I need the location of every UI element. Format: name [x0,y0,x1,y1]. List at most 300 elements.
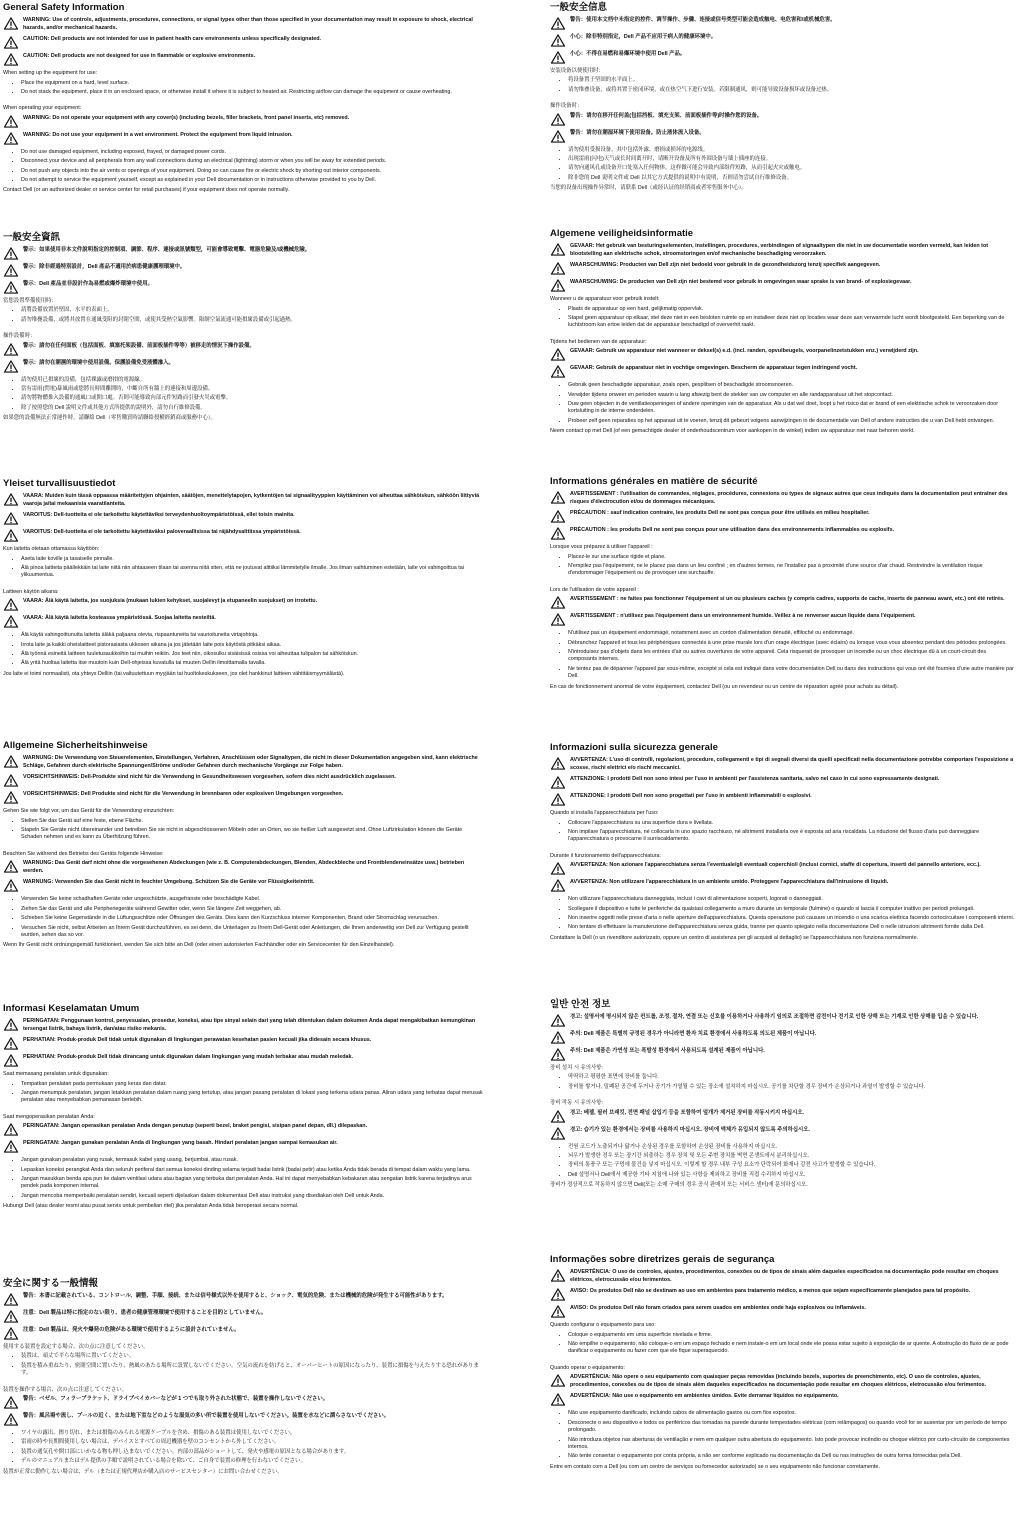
contact-note: 如果您的設備無法正常運作時，請聯絡 Dell（零售購買時請聯絡授權經銷商或服務中心）。 [3,415,216,422]
warning-triangle-icon [3,1413,19,1426]
list-item: • Plaats de apparatuur op een hard, gelijkmatig oppervlak. [568,306,1016,313]
warning-notice [550,757,1016,772]
warning-triangle-icon [550,34,566,47]
list-item: • 请勿堆叠设备，或将其置于密闭环境，或在热空气下进行安装。若限制通风，则可能导致设备损坏或设备过热。 [568,87,1016,94]
warning-triangle-icon [550,1048,566,1061]
warning-notice [3,598,483,611]
operate-list [3,632,483,668]
section-it [550,742,1016,999]
contact-note: 装置が正常に動作しない場合は、デル（または正規代理店か購入店のサービスセンター）にお問い合わせください。 [3,1468,283,1475]
operate-intro: Beachten Sie während des Betriebs des Geräts folgende Hinweise: [3,850,164,857]
warning-notice [3,1123,483,1136]
list-item: • 装置は、頑丈で平らな場所に置いてください。 [21,1353,483,1360]
operate-intro: When operating your equipment: [3,105,82,112]
warning-text: 警告：風呂場や流し、プールの近く、または地下室などのような湿気の多い所で装置を使用しないでください。装置を水などに濡らさないでください。 [23,1413,390,1420]
list-item: • Jangan mencoba memperbaiki peralatan sendiri, kecuali seperti dijelaskan dalam dokumentasi Dell atau instruksi yang disediakan oleh Dell untuk Anda. [21,1193,483,1200]
warning-triangle-icon [550,879,566,892]
warning-notice [550,1374,1016,1389]
warning-notice [550,1393,1016,1406]
warning-text: PRÉCAUTION : les produits Dell ne sont pas conçus pour une utilisation dans des environnements inflammables ou explosifs. [570,527,895,534]
list-item: • Ziehen Sie das Gerät und alle Peripheriegeräte während Gewitter oder, wenn Sie längere Zeit weggehen, ab. [21,906,483,913]
warning-triangle-icon [550,757,566,770]
warning-text: PRÉCAUTION : sauf indication contraire, les produits Dell ne sont pas conçus pour être utilisés en milieu hospitalier. [570,510,870,517]
warning-triangle-icon [3,1293,19,1306]
list-item: • Jangan masukkan benda apa pun ke dalam ventilasi udara atau bagian yang terbuka dari peralatan Anda. Hal ini dapat menyebabkan kebakaran atau sengatan listrik karena terjadinya arus pendek pada komponen internal. [21,1176,483,1191]
warning-text: WARNUNG: Die Verwendung von Steuerelementen, Einstellungen, Verfahren, Anschlüssen oder Signaltypen, die nicht in dieser Dokumentation angegeben sind, kann elektrische Schläge, Gefahren durch elektrische Spannungen/Ströme und/oder Gefahren durch mechanische Vorgänge zur Folge haben. [23,755,478,769]
operate-list [550,630,1016,680]
setup-intro: Quando configurar o equipamento para uso: [550,1322,656,1329]
warning-notice [3,36,483,49]
warning-notice [550,1269,1016,1284]
setup-list [550,306,1016,330]
warning-text: WAARSCHUWING: De producten van Dell zijn niet bestemd voor gebruik in omgevingen waar sprake is van brand- of explosiegevaar. [570,279,912,286]
warning-triangle-icon [3,53,19,66]
list-item: • Coloque o equipamento em uma superfície nivelada e firme. [568,1332,1016,1339]
warning-text: AVVERTENZA: L'uso di controlli, regolazioni, procedure, collegamenti e tipi di segnali diversi da quelli specificati nella documentazione potrebbe comportare l'esposizione a scosse, rischi elettrici e/o rischi meccanici. [570,757,1014,771]
list-item: • 請勿將物體推入設備的通風口或開口處。否則可能導致內部元件短路而引發火災或電擊。 [21,395,483,402]
list-item: • Älä yritä huoltaa laitetta itse muutoin kuin Dell-ohjeissa kuvatulla tai muuten Dellin ilmoittamalla tavalla. [21,660,483,667]
warning-notice [3,615,483,628]
setup-list [3,307,483,324]
list-item: • Duw geen objecten in de ventilatieopeningen of andere openingen van de apparatuur. Als u dat wel doet, loopt u het risico dat er brand of een elektrische schok te veroorzaken door kortsluiting in de interne onderdelen. [568,401,1016,416]
list-item: • Älä käytä vahingoittunutta laitetta äläkä paljaana olevia, rispaantuneita tai vaurioituneita virtajohtoja. [21,632,483,639]
warning-notice [3,1396,483,1409]
warning-notice [550,365,1016,378]
warning-notice [3,1140,483,1153]
list-item: • Älä pinoa laitteita päällekkäin tai laite niitä niin ahtaaseen tilaan tai asenna niitä siten, että ne joutuvat alttiiksi lämmitetylle ilmalle. Jos ilman vaihtuminen estetään, laite voi vahingoittua tai ylikuumentua. [21,565,483,580]
list-item: • Stapel geen apparatuur op elkaar, stel deze niet in een besloten ruimte op en installeer deze niet op locaties waar deze aan verwarmde lucht wordt blootgesteld. Een beperking van de luchtstroom kan ertoe leiden dat de apparatuur beschadigd of oververhit raakt. [568,315,1016,330]
warning-notice [3,1327,483,1340]
warning-triangle-icon [550,51,566,64]
warning-notice [550,348,1016,361]
warning-text: GEVAAR: Het gebruik van besturingselementen, instellingen, procedures, verbindingen of signaaltypen die niet in uw documentatie worden vermeld, kan leiden tot blootstelling aan elektrische schok, stroomstoringen en/of mechanische beschadiging veroorzaken. [570,243,989,257]
warning-triangle-icon [3,132,19,145]
list-item: • Non inserire oggetti nelle prese d'aria o nelle aperture dell'apparecchiatura. Questa operazione può causare un incendio o una scarica elettrica facendo cortocircuitare i componenti interni. [568,915,1016,922]
warning-notice [3,1018,483,1033]
list-item: • 将设备置于坚固的水平面上。 [568,77,1016,84]
setup-list [3,556,483,580]
warning-notice [550,793,1016,806]
list-item: • Do not stack the equipment, place it in an enclosed space, or otherwise install it where it is subject to heated air. Restricting airflow can damage the equipment or cause overheating. [21,89,483,96]
warning-triangle-icon [3,1140,19,1153]
list-item: • Verwijder tijdens onweer en perioden waarin u lang afwezig bent de stekker van uw computer en alle randapparatuur uit het stopcontact. [568,392,1016,399]
list-item: • 장비의 통풍구 또는 구멍에 물건을 넣지 마십시오. 이렇게 할 경우 내부 구성 요소가 단락되어 화재나 감전 사고가 발생할 수 있습니다. [568,1162,1016,1169]
warning-text: 注意：Dell 製品は、発火や爆発の危険がある環境で使用するように設計されていません。 [23,1327,240,1333]
warning-triangle-icon [550,262,566,275]
warning-notice [3,755,483,770]
setup-intro: 當您設置準備使用時： [3,298,57,304]
warning-notice [550,34,1016,47]
warning-triangle-icon [3,1054,19,1067]
warning-text: VAROITUS: Dell-tuotteita ei ole tarkoitettu käytettäviksi terveydenhuoltoympäristöissä, ellei toisin mainita. [23,512,295,519]
list-item: • デルのマニュアルまたはデル提供の手順で説明されている場合を除いて、ご自身で装置の修理を行わないでください。 [21,1458,483,1465]
setup-list [550,1332,1016,1356]
warning-notice [550,279,1016,292]
warning-text: 警示：請勿在任何面板（包括面板、填塞托架設備、前面板插件等等）被移走的情況下操作設備。 [23,342,255,349]
warning-triangle-icon [550,365,566,378]
warning-triangle-icon [550,1031,566,1044]
warning-triangle-icon [3,791,19,804]
warning-triangle-icon [3,281,19,294]
warning-notice [550,776,1016,789]
operate-list [550,896,1016,932]
warning-text: 小心：不得在易燃和易爆环境中使用 Dell 产品。 [570,51,686,57]
warning-notice [3,132,483,145]
contact-note: Entre em contato com a Dell (ou com um centro de serviços ou fornecedor autorizado) se o seu equipamento não funcionar corretamente. [550,1463,880,1470]
warning-notice [3,879,483,892]
list-item: • 装置を積み重ねたり、密閉空間に置いたり、熱風のあたる場所に設置しないでください。空気の流れを妨げると、オーバーヒートの原因になったり、装置に損傷を与えたりする恐れがあります。 [21,1363,483,1378]
warning-notice [550,51,1016,64]
warning-triangle-icon [3,343,19,356]
warning-triangle-icon [550,1269,566,1282]
warning-triangle-icon [550,1110,566,1123]
warning-notice [550,243,1016,258]
warning-text: WAARSCHUWING: Producten van Dell zijn niet bedoeld voor gebruik in de gezondheidszorg tenzij specifiek aangegeven. [570,262,881,269]
warning-text: GEVAAR: Gebruik uw apparatuur niet wanneer er deksel(s) e.d. (incl. randen, opvulbeugels, voorpanelinzetstukken enz.) verwijderd zijn. [570,348,919,355]
list-item: • Älä työnnä esineitä laitteen tuuletusaukkoihin tai muihin reikiin. Jos teet niin, oikosulku sisäisissä osissa voi aiheuttaa tulipalon tai sähköiskun. [21,651,483,658]
warning-triangle-icon [550,596,566,609]
list-item: • Scollegare il dispositivo e tutte le periferiche da qualsiasi collegamento a muro durante un temporale (fulmine) o quando si lascia il computer inattivo per periodi prolungati. [568,906,1016,913]
operate-intro: Saat mengoperasikan peralatan Anda: [3,1113,95,1120]
warning-text: AVERTISSEMENT : l'utilisation de commandes, réglages, procédures, connexions ou types de signaux autres que ceux indiqués dans la documentation peut entraîner des risques d'électrocution et/ou de dommages mécaniques. [570,491,1008,505]
operate-intro: 操作設備時： [3,333,36,340]
warning-text: 주의: Dell 제품은 특별히 규정된 경우가 아니라면 환자 치료 환경에서 사용하도록 의도된 제품이 아닙니다. [570,1031,817,1037]
setup-intro: 使用する装置を設定する場合、次の点に注意してください。 [3,1344,149,1350]
warning-text: 警告：本書に記載されている、コントロール、調整、手順、接続、または信号様式以外を使用すると、ショック、電気的危険、または機械的危険が発生する可能性があります。 [23,1293,448,1299]
list-item: • Jangan gunakan peralatan yang rusak, termasuk kabel yang usang, berjumbai, atau rusak. [21,1157,483,1164]
section-title: Informasi Keselamatan Umum [3,1003,140,1014]
warning-text: PERINGATAN: Penggunaan kontrol, penyesuaian, prosedur, koneksi, atau tipe sinyal selain dari yang telah ditentukan dalam dokumen Anda dapat mengakibatkan kemungkinan tersengat listrik, bahaya listrik, dan/atau risiko mekanis. [23,1018,476,1032]
section-title: Allgemeine Sicherheitshinweise [3,740,148,751]
warning-triangle-icon [3,1310,19,1323]
list-item: • N'utilisez pas un équipement endommagé, notamment avec un cordon d'alimentation dénudé, effiloché ou endommagé. [568,630,1016,637]
operate-list [550,1144,1016,1180]
list-item: • Placez-le sur une surface rigide et plane. [568,554,1016,561]
warning-triangle-icon [3,247,19,260]
section-en [3,2,483,232]
warning-notice [3,1037,483,1050]
warning-notice [3,1310,483,1323]
setup-list [550,554,1016,578]
warning-text: PERHATIAN: Produk-produk Dell tidak untuk digunakan di lingkungan perawatan kesehatan pasien kecuali jika didesain secara khusus. [23,1037,372,1044]
contact-note: Contattare la Dell (o un rivenditore autorizzato, oppure un centro di assistenza per gli acquisti al dettaglio) se l'apparecchiatura non funziona normalmente. [550,934,919,941]
warning-text: WARNING: Do not use your equipment in a wet environment. Protect the equipment from liquid intrusion. [23,131,293,138]
section-title: 일반 안전 정보 [550,999,611,1010]
warning-notice [550,1031,1016,1044]
warning-text: 警告：ベゼル、フィラーブラケット、ドライブベイカバーなどが 1 つでも取り外された状態で、装置を操作しないでください。 [23,1396,329,1403]
warning-notice [550,1288,1016,1301]
operate-list [550,147,1016,183]
setup-list [3,80,483,97]
list-item: • 請勿使用已損壞的設備，包括裸露或磨損的電源線。 [21,377,483,384]
list-item: • Non impilare l'apparecchiatura, né collocarla in uno spazio racchiuso, né altrimenti installarla ove è esposta ad aria riscaldata. La riduzione del flusso d'aria può danneggiare l'apparecchiatura o provocarne il surriscaldamento. [568,829,1016,844]
warning-text: ATTENZIONE: I prodotti Dell non sono intesi per l'uso in ambienti per l'assistenza sanitaria, salvo nel caso in cui sono espressamente designati. [570,776,940,783]
warning-text: AVVERTENZA: Non utilizzare l'apparecchiatura in un ambiente umido. Proteggere l'apparecchiatura dall'intrusione di liquidi. [570,879,889,886]
list-item: • 装置の通気孔や開口部にいかなる物も押し込まないでください。内部の部品がショートして、発火や感電の原因となる場合があります。 [21,1449,483,1456]
list-item: • Ne tentez pas de dépanner l'appareil par vous-même, excepté si cela est indiqué dans votre documentation Dell ou dans des instructions qui vous ont été fournies d'une autre manière par Dell. [568,666,1016,681]
contact-note: Neem contact op met Dell (of een gemachtigde dealer of onderhoudscentrum voor aankopen in de winkel) indien uw apparatuur niet naar behoren werkt. [550,428,915,435]
list-item: • Não use equipamento danificado, incluindo cabos de alimentação gastos ou com fios expostos. [568,1410,1016,1417]
warning-notice [3,1293,483,1306]
warning-triangle-icon [3,879,19,892]
list-item: • 除了按照您的 Dell 說明文件或其他方式所提供的說明外，請勿自行維修設備。 [21,405,483,412]
section-ja [3,1278,483,1514]
contact-note: Wenn Ihr Gerät nicht ordnungsgemäß funktioniert, wenden Sie sich bitte an Dell (oder einen autorisierten Fachhändler oder ein Servicecenter für den Einzelhandel). [3,942,395,949]
warning-text: AVISO: Os produtos Dell não se destinam ao uso em ambientes para tratamento médico, a menos que sejam especificamente planejados para tal propósito. [570,1288,971,1295]
warning-text: ADVERTÊNCIA: Não opere o seu equipamento com quaisquer peças removidas (incluindo bezels, suportes de preenchimento, etc). O uso de controles, ajustes, procedimentos, conexões ou de tipos de sinais além daqueles especificados na documentação pode resultar em choques elétricos, eletrocussão e/ou ferimentos. [570,1374,987,1388]
section-pt [550,1254,1016,1516]
list-item: • 除非您的 Dell 说明文件或 Dell 以其它方式提供的说明中有说明，否则请勿尝试自行维修设备。 [568,175,1016,182]
contact-note: Hubungi Dell (atau dealer resmi atau pusat servis untuk pembelian ritel) jika peralatan Anda tidak beroperasi secara normal. [3,1203,299,1210]
warning-text: WARNUNG: Verwenden Sie das Gerät nicht in feuchter Umgebung. Schützen Sie die Geräte vor Flüssigkeiteintritt. [23,879,315,886]
warning-triangle-icon [3,860,19,873]
operate-list [3,1430,483,1466]
warning-notice [550,596,1016,609]
setup-intro: Quando si installa l'apparecchiatura per l'uso: [550,810,659,817]
warning-text: 小心：除非特别指定，Dell 产品不应用于病人的健康环境中。 [570,34,717,40]
warning-notice [550,113,1016,126]
warning-notice [3,115,483,128]
list-item: • 뇌우가 발생한 경우 또는 장기간 외출하는 경우 장치 및 모든 주변 장치를 벽면 콘센트에서 분리하십시오. [568,1153,1016,1160]
warning-notice [3,1413,483,1426]
list-item: • Não tente consertar o equipamento por conta própria, a não ser conforme explicado na documentação da Dell ou nas instruções de outra forma fornecidas pela Dell. [568,1453,1016,1460]
list-item: • 장비를 쌓거나, 밀폐된 공간에 두거나 공기가 가열될 수 있는 장소에 설치하지 마십시오. 공기를 차단할 경우 장비가 손상되거나 과열이 발생할 수 있습니다. [568,1084,1016,1091]
section-id [3,1003,483,1278]
warning-notice [3,774,483,787]
warning-text: CAUTION: Dell products are not designed for use in flammable or explosive environments. [23,53,256,60]
list-item: • 请勿向通风孔或设备开口处塞入任何物体。这样做可能会导致内部组件短路，从而引起火灾或触电。 [568,165,1016,172]
warning-notice [3,247,483,260]
list-item: • Aseta laite koville ja tasaiselle pinnalle. [21,556,483,563]
section-title: Algemene veiligheidsinformatie [550,228,694,239]
warning-notice [550,1048,1016,1061]
warning-notice [550,491,1016,506]
list-item: • 전원 코드가 노출되거나 닳거나 손상된 경우를 포함하여 손상된 장비를 사용하지 마십시오. [568,1144,1016,1151]
warning-text: VORSICHTSHINWEIS: Dell-Produkte sind nicht für die Verwendung in Gesundheitswesen vorgesehen, sofern dies nicht ausdrücklich zugelassen. [23,774,396,781]
warning-text: ATTENZIONE: I prodotti Dell non sono progettati per l'uso in ambienti infiammabili o esplosivi. [570,793,812,800]
list-item: • Gebruik geen beschadigde apparatuur, zoals open, gesplitsen of beschadigde stroomsnoeren. [568,382,1016,389]
setup-intro: When setting up the equipment for use: [3,70,98,77]
warning-notice [550,1014,1016,1027]
list-item: • Schieben Sie keine Gegenstände in die Lüftungsschlitze oder Öffnungen des Geräts. Dies kann den Kurzschluss interner Komponenten, Brand oder Stromschlag verursachen. [21,915,483,922]
warning-text: PERHATIAN: Produk-produk Dell tidak dirancang untuk digunakan dalam lingkungan yang mudah terbakar atau mudah meledak. [23,1054,353,1061]
warning-text: VAARA: Älä käytä laitetta kosteassa ympäristössä. Suojaa laitetta nesteiltä. [23,615,216,622]
operate-intro: 操作设备时： [550,103,583,110]
list-item: • Disconnect your device and all peripherals from any wall connections during an electrical (lightning) storm or when you will be away for extended periods. [21,158,483,165]
section-zh-cn [550,2,1016,228]
contact-note: 장비가 정상적으로 작동하지 않으면 Dell(또는 소매 구매의 경우 공식 판매처 또는 서비스 센터)에 문의하십시오. [550,1182,808,1189]
setup-list [3,1081,483,1105]
list-item: • 請將設備放置於堅固、水平的表面上。 [21,307,483,314]
section-fi [3,478,483,740]
list-item: • Jangan menumpuk peralatan, jangan letakkan peralatan dalam ruang yang tertutup, atau jangan pasang peralatan di lokasi yang terkena udara panas. Aliran udara yang terbatas dapat merusak peralatan atau menyebabkan pemanasan berlebih. [21,1090,483,1105]
list-item: • 請勿堆疊設備，或將其放置在通風受阻的封閉空間，或使其受熱空氣影響。限制空氣流通可能損壞設備或引起過熱。 [21,317,483,324]
warning-triangle-icon [3,1396,19,1409]
list-item: • Collocare l'apparecchiatura su una superficie dura e livellata. [568,820,1016,827]
section-title: 安全に関する一般情報 [3,1278,99,1289]
warning-text: VORSICHTSHINWEIS: Dell Produkte sind nicht für die Verwendung in brennbaren oder explosiven Umgebungen vorgesehen. [23,791,344,798]
setup-list [3,1353,483,1377]
warning-triangle-icon [550,793,566,806]
warning-text: 주의: Dell 제품은 가연성 또는 폭발성 환경에서 사용되도록 설계된 제품이 아닙니다. [570,1048,765,1054]
warning-text: 警告：请勿在潮湿环境下使用设备。防止液体流入设备。 [570,129,705,136]
setup-list [550,1074,1016,1091]
setup-intro: Saat memasang peralatan untuk digunakan: [3,1071,109,1078]
operate-intro: 装置を操作する場合、次の点に注意してください。 [3,1386,127,1393]
list-item: • Do not attempt to service the equipment yourself, except as explained in your Dell documentation or in instructions otherwise provided to you by Dell. [21,177,483,184]
warning-notice [3,281,483,294]
warning-triangle-icon [550,1288,566,1301]
right-column [550,2,1016,1516]
list-item: • Non tentare di effettuare la manutenzione dell'apparecchiatura senza guida, tranne per quanto spiegato nella documentazione Dell o nelle istruzioni altrimenti fornite dalla Dell. [568,924,1016,931]
operate-list [3,1157,483,1200]
operate-intro: Tijdens het bedienen van de apparatuur: [550,338,647,345]
warning-triangle-icon [3,774,19,787]
warning-triangle-icon [550,1014,566,1027]
warning-triangle-icon [3,1037,19,1050]
warning-text: 注意：Dell 製品は特に指定のない限り、患者の健康管理環境で使用することを目的としていません。 [23,1310,267,1316]
warning-triangle-icon [550,776,566,789]
warning-text: 警示：除非經過特別設計，Dell 產品不適用於病患健康護理環境中。 [23,264,186,270]
setup-intro: Gehen Sie wie folgt vor, um das Gerät für die Verwendung einzurichten: [3,808,175,815]
list-item: • Do not use damaged equipment, including exposed, frayed, or damaged power cords. [21,149,483,156]
warning-text: 경고: 습기가 있는 환경에서는 장비를 사용하지 마십시오. 장비에 액체가 유입되지 않도록 주의하십시오. [570,1126,810,1133]
warning-notice [550,262,1016,275]
warning-notice [3,493,483,508]
contact-note: Contact Dell (or an authorized dealer or service center for retail purchases) if your equipment does not operate normally. [3,187,290,194]
setup-intro: Kun laitetta otetaan ottamassa käyttöön: [3,546,100,553]
setup-list [550,77,1016,94]
warning-notice [550,613,1016,626]
warning-text: WARNING: Do not operate your equipment with any cover(s) (including bezels, filler brackets, front panel inserts, etc) removed. [23,114,350,121]
section-ko [550,999,1016,1254]
section-title: Yleiset turvallisuustiedot [3,478,116,489]
warning-triangle-icon [3,598,19,611]
list-item: • Não introduza objetos nas aberturas de ventilação e nem em qualquer outra abertura do equipamento. Isto pode provocar incêndio ou choque elétrico por curto-circuito de componentes internos. [568,1437,1016,1452]
warning-triangle-icon [3,115,19,128]
warning-triangle-icon [550,862,566,875]
list-item: • ワイヤの露出、擦り切れ、または損傷のみられる電源ケーブルを含め、損傷のある装置は使用しないでください。 [21,1430,483,1437]
warning-text: AVERTISSEMENT : ne faites pas fonctionner l'équipement si un ou plusieurs caches (y compris cadres, supports de cache, inserts de panneau avant, etc.) ont été retirés. [570,596,1005,603]
left-column [3,2,483,1514]
warning-text: 警示：請勿在潮濕的環境中使用設備。保護設備免受液體滲入。 [23,359,174,366]
warning-triangle-icon [550,1127,566,1140]
warning-notice [3,53,483,66]
list-item: • Débranchez l'appareil et tous les périphériques connectés à une prise murale lors d'un orage électrique (avec éclairs) ou lorsque vous vous absentez pendant des périodes prolongées. [568,640,1016,647]
warning-text: ADVERTÊNCIA: Não use o equipamento em ambientes úmidos. Evite derramar líquidos no equipamento. [570,1393,839,1400]
list-item: • Place the equipment on a hard, level surface. [21,80,483,87]
warning-triangle-icon [3,360,19,373]
warning-text: 警示：如果使用非本文件說明指定的控制項、調節、程序、連接或訊號類型，可能會導致電擊、電器危險及/或機械危險。 [23,247,311,253]
setup-intro: Lorsque vous préparez à utiliser l'appareil : [550,544,653,551]
list-item: • Dell 설명서나 Dell에서 제공한 기타 지침에 나와 있는 사항을 제외하고 장비를 직접 수리하지 마십시오. [568,1172,1016,1179]
list-item: • 出现雷雨(闪电)天气或长时间离开时，请断开设备及所有外围设备与墙上插座的连接。 [568,156,1016,163]
setup-intro: 장비 설치 시 유의사항: [550,1065,603,1071]
list-item: • Stellen Sie das Gerät auf eine feste, ebene Fläche. [21,818,483,825]
list-item: • Lepaskan koneksi perangkat Anda dan seluruh periferal dari semua koneksi dinding selama terjadi badai listrik (badai petir) atau ketika Anda tidak berada di tempat dalam waktu yang lama. [21,1167,483,1174]
warning-triangle-icon [3,512,19,525]
list-item: • Probeer zelf geen reparaties op het apparaat uit te voeren, tenzij dit gebeurt volgens aanwijzingen in de documentatie van Dell of andere instructies die u van Dell hebt ontvangen. [568,418,1016,425]
warning-triangle-icon [550,348,566,361]
list-item: • Desconecte o seu dispositivo e todos os periféricos das tomadas na parede durante tempestades elétricas (com relâmpagos) ou quando você for se ausentar por um período de tempo prolongado. [568,1420,1016,1435]
section-title: Informações sobre diretrizes gerais de segurança [550,1254,775,1265]
operate-intro: Quando operar o equipamento: [550,1364,625,1371]
operate-list [3,896,483,939]
operate-list [3,149,483,185]
warning-triangle-icon [550,510,566,523]
list-item: • Non utilizzare l'apparecchiatura danneggiata, inclusi i cavi di alimentazione scoperti, logorati o danneggiati. [568,896,1016,903]
warning-text: 경고: 베젤, 필러 브래킷, 전면 패널 삽입기 등을 포함하여 덮개가 제거된 장비를 작동시키지 마십시오. [570,1109,805,1116]
warning-triangle-icon [550,1393,566,1406]
warning-notice [3,1054,483,1067]
warning-notice [3,343,483,356]
warning-notice [550,510,1016,523]
operate-intro: 장비 작동 시 유의사항: [550,1100,603,1107]
list-item: • Tempatkan peralatan pada permukaan yang keras dan datar. [21,1081,483,1088]
warning-notice [3,17,483,32]
operate-list [3,377,483,413]
operate-intro: Durante il funzionamento dell'apparecchiatura: [550,852,662,859]
warning-triangle-icon [3,1327,19,1340]
setup-list [3,818,483,842]
warning-triangle-icon [3,17,19,30]
warning-notice [550,862,1016,875]
warning-text: CAUTION: Dell products are not intended for use in patient health care environments unless specifically designated. [23,36,322,43]
contact-note: 当您的设备出现操作异常时，请联系 Dell（或经认证的经销商或者零售服务中心）。 [550,185,747,192]
section-title: Informations générales en matière de sécurité [550,476,758,487]
warning-notice [3,529,483,542]
list-item: • 雷雨の時や長期間使用しない場合は、デバイスとすべての周辺機器を壁のコンセントから外してください。 [21,1439,483,1446]
warning-triangle-icon [550,113,566,126]
list-item: • Irrota laite ja kaikki oheislaitteet pistorasiasta ukkosen aikana ja jos jätetään laite pois käytöstä pitkäksi aikaa. [21,642,483,649]
warning-triangle-icon [3,755,19,768]
warning-triangle-icon [3,36,19,49]
setup-list [550,820,1016,844]
list-item: • Não empilhe o equipamento, não coloque-o em um espaço fechado e nem instale-o em um local onde ele possa estar sujeito à exposição de ar quente. A obstrução do fluxo de ar pode danificar o equipamento ou fazer com que ele fique superaquecido. [568,1341,1016,1356]
warning-triangle-icon [3,529,19,542]
warning-text: VAARA: Älä käytä laitetta, jos suojuksia (mukaan lukien kehykset, suojalevyt ja etupaneelin suojukset) on irrotettu. [23,598,318,605]
warning-triangle-icon [550,613,566,626]
warning-triangle-icon [550,17,566,30]
warning-notice [3,860,483,875]
setup-intro: Wanneer u de apparatuur voor gebruik instelt: [550,296,660,303]
warning-text: AVISO: Os produtos Dell não foram criados para serem usados em ambientes onde haja explosivos ou inflamáveis. [570,1305,866,1312]
warning-triangle-icon [550,527,566,540]
warning-text: VAROITUS: Dell-tuotteita ei ole tarkoitettu käytettäväksi paloveraallisissa tai räjähdysalttiissa ympäristöissä. [23,529,301,536]
warning-text: WARNUNG: Das Gerät darf nicht ohne die vorgesehenen Abdeckungen (wie z. B. Computerabdeckungen, Blenden, Abdeckbleche und Frontblendeneinsätze usw.) betrieben werden. [23,860,465,874]
section-de [3,740,483,1003]
section-title: General Safety Information [3,2,125,13]
warning-notice [550,1305,1016,1318]
warning-text: WARNING: Use of controls, adjustments, procedures, connections, or signal types other than those specified in your documentation may result in exposure to shock, electrical hazards, and/or mechanical hazards. [23,17,473,31]
list-item: • 请勿使用受损设备，其中包括外露、磨损或损坏的电源线。 [568,147,1016,154]
warning-text: AVVERTENZA: Non azionare l'apparecchiatura senza l'eventuale/gli eventuali coperchio/i (inclusi cornici, staffe di copertura, inserti del pannello anteriore, ecc.). [570,862,981,869]
warning-notice [550,130,1016,143]
list-item: • 딱딱하고 평평한 표면에 장비를 둡니다. [568,1074,1016,1081]
contact-note: Jos laite ei toimi normaalisti, ota yhteys Delliin (tai valtuutettuun myyjään tai huoltokeskukseen, jos olet hankkinut laitteen vähittäismyymälästä). [3,670,345,677]
operate-list [550,382,1016,425]
operate-intro: Lors de l'utilisation de votre appareil : [550,586,639,593]
list-item: • Verwenden Sie keine schadhaften Geräte oder ungeschützte, ausgefranste oder beschädigte Kabel. [21,896,483,903]
section-zh-tw [3,232,483,478]
warning-notice [550,1127,1016,1140]
section-nl [550,228,1016,476]
warning-triangle-icon [550,491,566,504]
section-title: 一般安全資訊 [3,232,61,243]
warning-triangle-icon [550,279,566,292]
warning-text: AVERTISSEMENT : n'utilisez pas l'équipement dans un environnement humide. Veillez à ne renverser aucun liquide dans l'équipement. [570,613,916,620]
warning-notice [3,264,483,277]
